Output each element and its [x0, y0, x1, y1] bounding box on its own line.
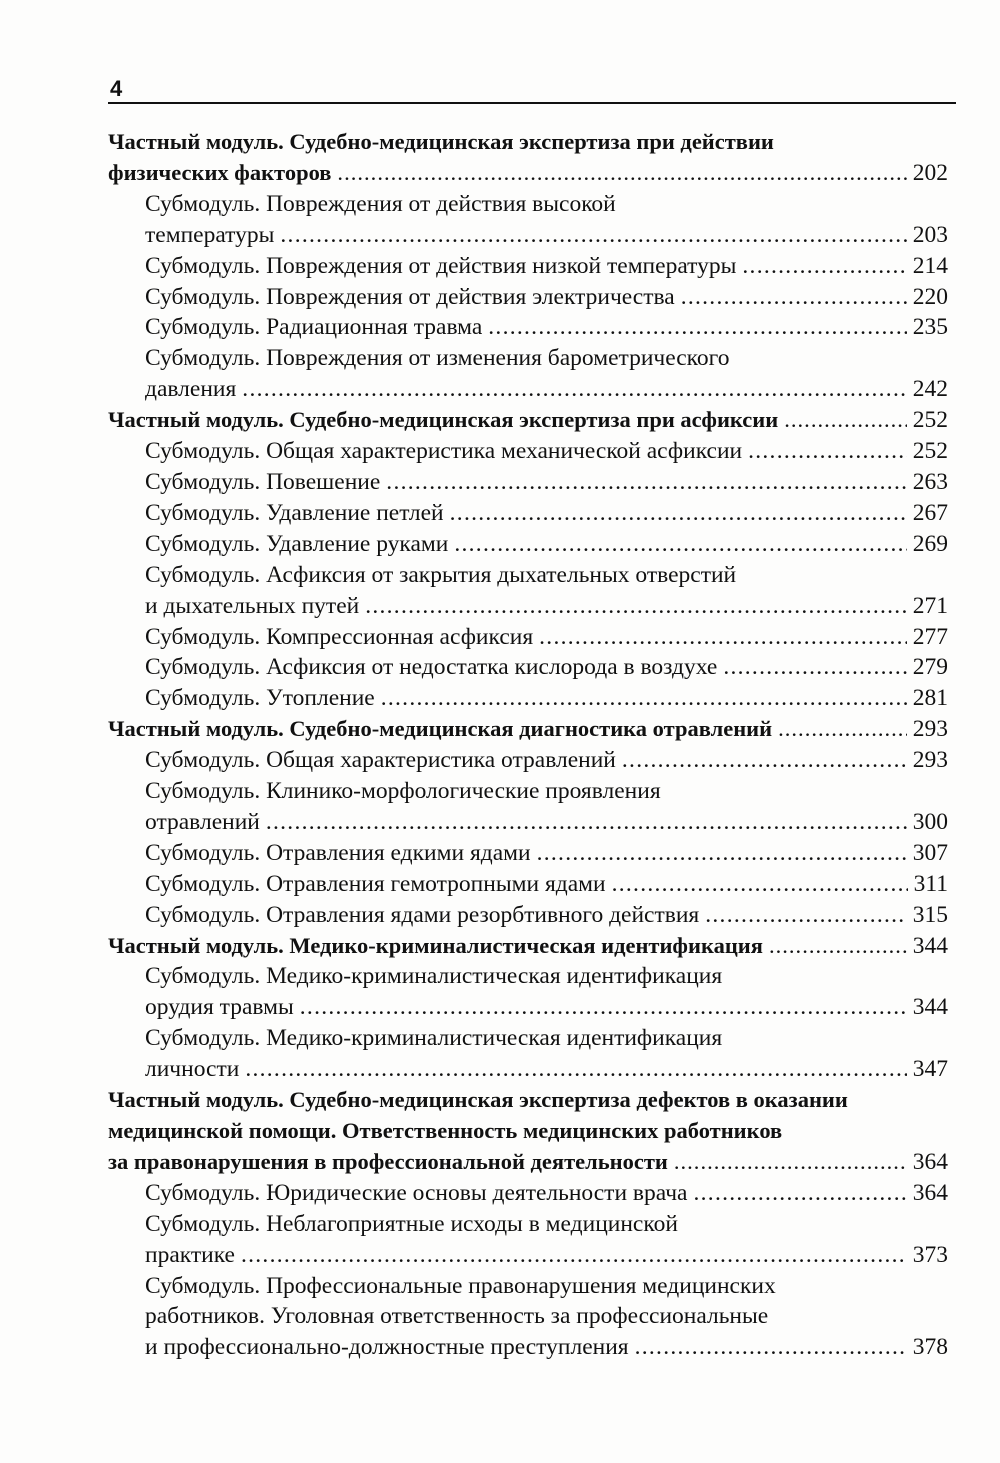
toc-submodule-entry [108, 251, 948, 282]
toc-submodule-entry [108, 683, 948, 714]
toc-entry-title-line: Субмодуль. Отравления едкими ядами [145, 839, 531, 866]
toc-page-number: 364 [912, 1148, 948, 1175]
toc-page-number: 311 [913, 870, 948, 897]
toc-submodule-entry [108, 745, 948, 776]
toc-submodule-entry [108, 1271, 948, 1364]
header-rule [108, 102, 956, 104]
toc-entry-last-line [145, 529, 948, 560]
toc-page-number: 344 [912, 932, 948, 959]
toc-submodule-entry [108, 189, 948, 251]
toc-page-number: 281 [912, 685, 948, 712]
toc-entry-last-line [145, 312, 948, 343]
toc-entry-title-line: физических факторов [108, 159, 332, 185]
toc-page-number: 263 [912, 468, 948, 495]
dot-leader [778, 714, 907, 745]
toc-page-number: 378 [912, 1334, 948, 1361]
toc-entry-title-line: Субмодуль. Профессиональные правонарушения медицинских [145, 1272, 776, 1299]
toc-entry-title-line: Субмодуль. Удавление петлей [145, 499, 444, 526]
toc-entry-last-line [145, 467, 948, 498]
toc-page-number: 344 [912, 994, 948, 1021]
toc-submodule-entry [108, 560, 948, 622]
toc-entry-last-line [108, 405, 948, 436]
toc-entry-title-line: Субмодуль. Отравления ядами резорбтивного действия [145, 901, 700, 928]
toc-entry-title-line: Субмодуль. Асфиксия от недостатка кислорода в воздухе [145, 654, 718, 681]
toc-entry-last-line [145, 838, 948, 869]
toc-entry-title-line: Частный модуль. Медико-криминалистическая идентификация [108, 932, 763, 958]
toc-module-entry [108, 714, 948, 745]
toc-page-number: 315 [912, 901, 948, 928]
toc-submodule-entry [108, 900, 948, 931]
toc-entry-last-line [145, 1332, 948, 1363]
toc-page-number: 307 [912, 839, 948, 866]
toc-entry-title-line: работников. Уголовная ответственность за профессиональные [145, 1303, 769, 1330]
dot-leader [705, 900, 907, 931]
toc-entry-last-line [108, 714, 948, 745]
toc-entry-title-line: Субмодуль. Общая характеристика механической асфиксии [145, 438, 743, 465]
toc-module-entry [108, 1085, 948, 1178]
dot-leader [241, 1240, 907, 1271]
toc-entry-last-line [145, 652, 948, 683]
toc-submodule-entry [108, 282, 948, 313]
toc-entry-title-line: Частный модуль. Судебно-медицинская экспертиза при асфиксии [108, 407, 779, 433]
toc-page-number: 242 [912, 376, 948, 403]
toc-entry-title-line: Субмодуль. Медико-криминалистическая идентификация [145, 963, 723, 990]
dot-leader [454, 529, 906, 560]
toc-entry-last-line [145, 992, 948, 1023]
toc-entry-title-line: Субмодуль. Асфиксия от закрытия дыхательных отверстий [145, 561, 737, 588]
toc-page-number: 269 [912, 530, 948, 557]
table-of-contents [108, 127, 948, 1363]
dot-leader [245, 1054, 906, 1085]
toc-page-number: 277 [912, 623, 948, 650]
toc-page-number: 220 [912, 283, 948, 310]
dot-leader [674, 1147, 907, 1178]
toc-entry-title-line: температуры [145, 221, 275, 248]
toc-page-number: 293 [912, 747, 948, 774]
toc-entry-last-line [145, 1054, 948, 1085]
toc-entry-title-line: за правонарушения в профессиональной деятельности [108, 1148, 668, 1174]
toc-entry-last-line [145, 900, 948, 931]
toc-page-number: 214 [912, 252, 948, 279]
dot-leader [742, 251, 906, 282]
toc-entry-last-line [145, 1240, 948, 1271]
toc-entry-last-line [145, 498, 948, 529]
toc-entry-title-line: Субмодуль. Повреждения от действия низкой температуры [145, 252, 737, 279]
toc-entry-title-line: Субмодуль. Удавление руками [145, 530, 449, 557]
toc-submodule-entry [108, 776, 948, 838]
toc-submodule-entry [108, 622, 948, 653]
toc-page-number: 202 [912, 159, 948, 186]
dot-leader [681, 282, 907, 313]
toc-entry-last-line [145, 591, 948, 622]
toc-entry-last-line [145, 220, 948, 251]
toc-entry-title-line: Субмодуль. Утопление [145, 685, 375, 712]
toc-entry-title-line: отравлений [145, 808, 260, 835]
toc-entry-title-line: и профессионально-должностные преступления [145, 1334, 629, 1361]
dot-leader [386, 467, 906, 498]
toc-entry-title-line: Субмодуль. Клинико-морфологические проявления [145, 778, 661, 805]
toc-page-number: 373 [912, 1241, 948, 1268]
toc-entry-title-line: Субмодуль. Компрессионная асфиксия [145, 623, 534, 650]
toc-page-number: 252 [912, 407, 948, 434]
toc-entry-title-line: практике [145, 1241, 235, 1268]
toc-entry-title-line: Субмодуль. Юридические основы деятельности врача [145, 1179, 688, 1206]
toc-submodule-entry [108, 498, 948, 529]
toc-entry-title-line: Субмодуль. Неблагоприятные исходы в медицинской [145, 1210, 678, 1237]
toc-submodule-entry [108, 1209, 948, 1271]
dot-leader [612, 869, 908, 900]
toc-entry-last-line [145, 683, 948, 714]
toc-page-number: 267 [912, 499, 948, 526]
dot-leader [337, 158, 906, 189]
toc-entry-title-line: Частный модуль. Судебно-медицинская экспертиза при действии [108, 129, 774, 154]
toc-page-number: 203 [912, 221, 948, 248]
toc-entry-last-line [108, 931, 948, 962]
toc-page-number: 252 [912, 438, 948, 465]
toc-entry-title-line: Субмодуль. Повешение [145, 468, 381, 495]
dot-leader [622, 745, 907, 776]
toc-entry-last-line [145, 807, 948, 838]
toc-entry-title-line: личности [145, 1056, 240, 1083]
dot-leader [694, 1178, 907, 1209]
toc-module-entry [108, 931, 948, 962]
toc-entry-last-line [108, 1147, 948, 1178]
toc-submodule-entry [108, 529, 948, 560]
toc-entry-last-line [145, 436, 948, 467]
toc-module-entry [108, 127, 948, 189]
toc-submodule-entry [108, 436, 948, 467]
toc-submodule-entry [108, 869, 948, 900]
dot-leader [242, 374, 906, 405]
toc-submodule-entry [108, 961, 948, 1023]
toc-entry-last-line [145, 251, 948, 282]
toc-submodule-entry [108, 467, 948, 498]
toc-page-number: 293 [912, 716, 948, 743]
toc-entry-title-line: Субмодуль. Повреждения от изменения барометрического [145, 345, 730, 372]
toc-entry-last-line [108, 158, 948, 189]
toc-entry-title-line: медицинской помощи. Ответственность медицинских работников [108, 1118, 783, 1143]
dot-leader [381, 683, 907, 714]
dot-leader [537, 838, 907, 869]
dot-leader [280, 220, 906, 251]
dot-leader [300, 992, 907, 1023]
toc-page-number: 347 [912, 1056, 948, 1083]
toc-page-number: 279 [912, 654, 948, 681]
toc-entry-title-line: давления [145, 376, 237, 403]
toc-entry-last-line [145, 622, 948, 653]
toc-submodule-entry [108, 343, 948, 405]
toc-submodule-entry [108, 1023, 948, 1085]
toc-entry-title-line: Субмодуль. Радиационная травма [145, 314, 483, 341]
toc-entry-title-line: и дыхательных путей [145, 592, 360, 619]
dot-leader [488, 312, 906, 343]
toc-entry-last-line [145, 1178, 948, 1209]
dot-leader [723, 652, 906, 683]
toc-page-number: 271 [912, 592, 948, 619]
dot-leader [769, 931, 907, 962]
toc-entry-title-line: Субмодуль. Повреждения от действия электричества [145, 283, 675, 310]
dot-leader [539, 622, 907, 653]
toc-entry-last-line [145, 745, 948, 776]
toc-entry-title-line: Субмодуль. Общая характеристика отравлений [145, 747, 616, 774]
toc-submodule-entry [108, 1178, 948, 1209]
toc-entry-last-line [145, 869, 948, 900]
toc-entry-title-line: Частный модуль. Судебно-медицинская экспертиза дефектов в оказании [108, 1087, 848, 1113]
toc-entry-title-line: орудия травмы [145, 994, 294, 1021]
dot-leader [748, 436, 907, 467]
page-number: 4 [110, 76, 123, 101]
dot-leader [784, 405, 907, 436]
toc-page-number: 300 [912, 808, 948, 835]
toc-submodule-entry [108, 838, 948, 869]
toc-page-number: 364 [912, 1179, 948, 1206]
toc-entry-last-line [145, 282, 948, 313]
toc-entry-title-line: Частный модуль. Судебно-медицинская диагностика отравлений [108, 716, 773, 742]
toc-entry-title-line: Субмодуль. Повреждения от действия высокой [145, 190, 616, 217]
dot-leader [635, 1332, 907, 1363]
toc-page-number: 235 [912, 314, 948, 341]
toc-submodule-entry [108, 312, 948, 343]
dot-leader [365, 591, 907, 622]
dot-leader [266, 807, 907, 838]
toc-entry-title-line: Субмодуль. Отравления гемотропными ядами [145, 870, 606, 897]
toc-submodule-entry [108, 652, 948, 683]
toc-entry-last-line [145, 374, 948, 405]
toc-module-entry [108, 405, 948, 436]
toc-entry-title-line: Субмодуль. Медико-криминалистическая идентификация [145, 1025, 723, 1052]
dot-leader [450, 498, 907, 529]
